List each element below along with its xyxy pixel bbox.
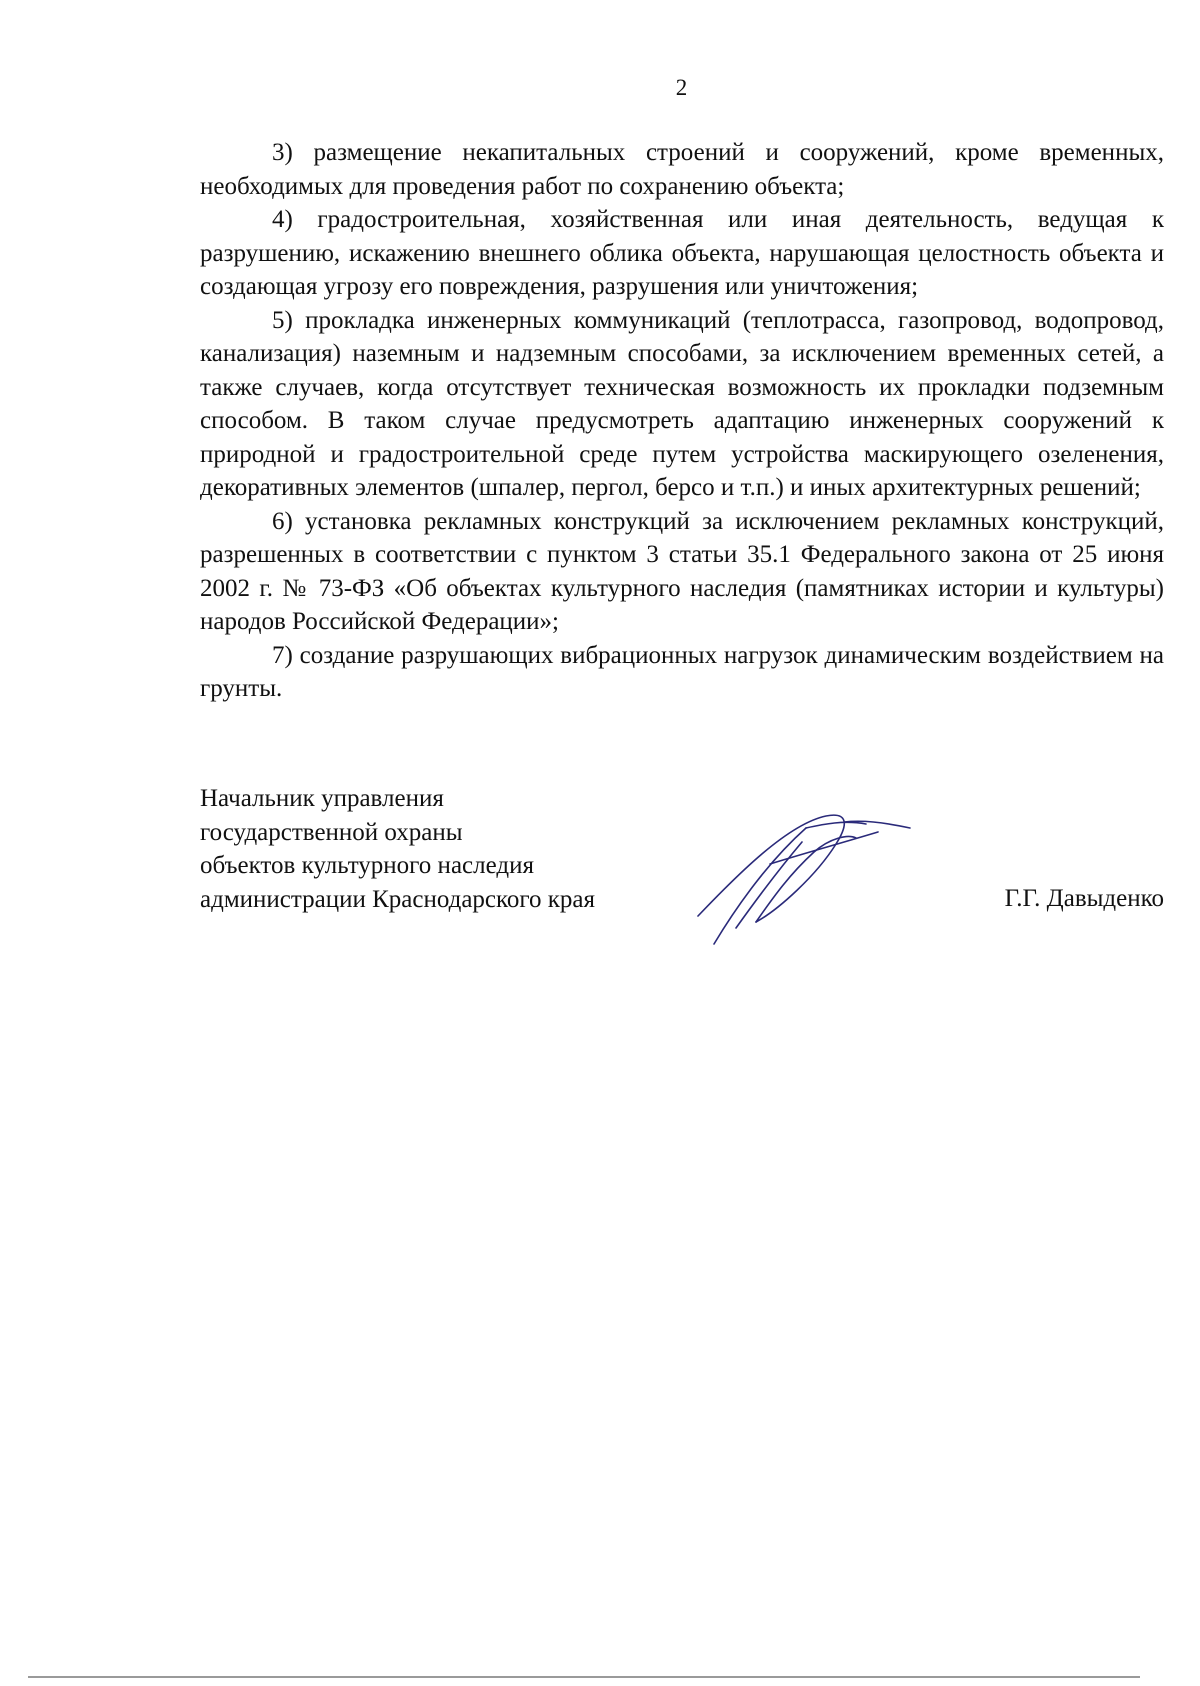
signer-position-line: государственной охраны	[200, 818, 463, 846]
document-body	[200, 136, 1164, 706]
handwritten-signature-icon	[678, 804, 928, 954]
clause-6: 6) установка рекламных конструкций за исключением рекламных конструкций, разрешенных в соответствии с пунктом 3 статьи 35.1 Федерального закона от 25 июня 2002 г. № 73-ФЗ «Об объектах культурного наследия (памятниках истории и культуры) народов Российской Федерации»;	[200, 507, 1164, 635]
footer-divider	[28, 1676, 1140, 1678]
clause-4: 4) градостроительная, хозяйственная или иная деятельность, ведущая к разрушению, искажению внешнего облика объекта, нарушающая целостность объекта и создающая угрозу его повреждения, разрушения или уничтожения;	[200, 206, 1164, 300]
signer-position-line: администрации Краснодарского края	[200, 885, 596, 913]
signer-position-line: Начальник управления	[200, 785, 444, 812]
signature-block	[200, 782, 1164, 952]
clause-5: 5) прокладка инженерных коммуникаций (теплотрасса, газопровод, водопровод, канализация) наземным и надземным способами, за исключением временных сетей, а также случаев, когда отсутствует техническая возможность их прокладки подземным способом. В таком случае предусмотреть адаптацию инженерных сооружений к природной и градостроительной среде путем устройства маскирующего озеленения, декоративных элементов (шпалер, пергол, берсо и т.п.) и иных архитектурных решений;	[200, 306, 1164, 501]
page-number: 2	[675, 75, 688, 100]
signer-name: Г.Г. Давыденко	[1004, 885, 1164, 912]
clause-7: 7) создание разрушающих вибрационных нагрузок динамическим воздействием на грунты.	[200, 641, 1164, 702]
signer-position	[200, 782, 595, 916]
signer-position-line: объектов культурного наследия	[200, 852, 534, 879]
clause-3: 3) размещение некапитальных строений и сооружений, кроме временных, необходимых для проведения работ по сохранению объекта;	[200, 139, 1164, 200]
